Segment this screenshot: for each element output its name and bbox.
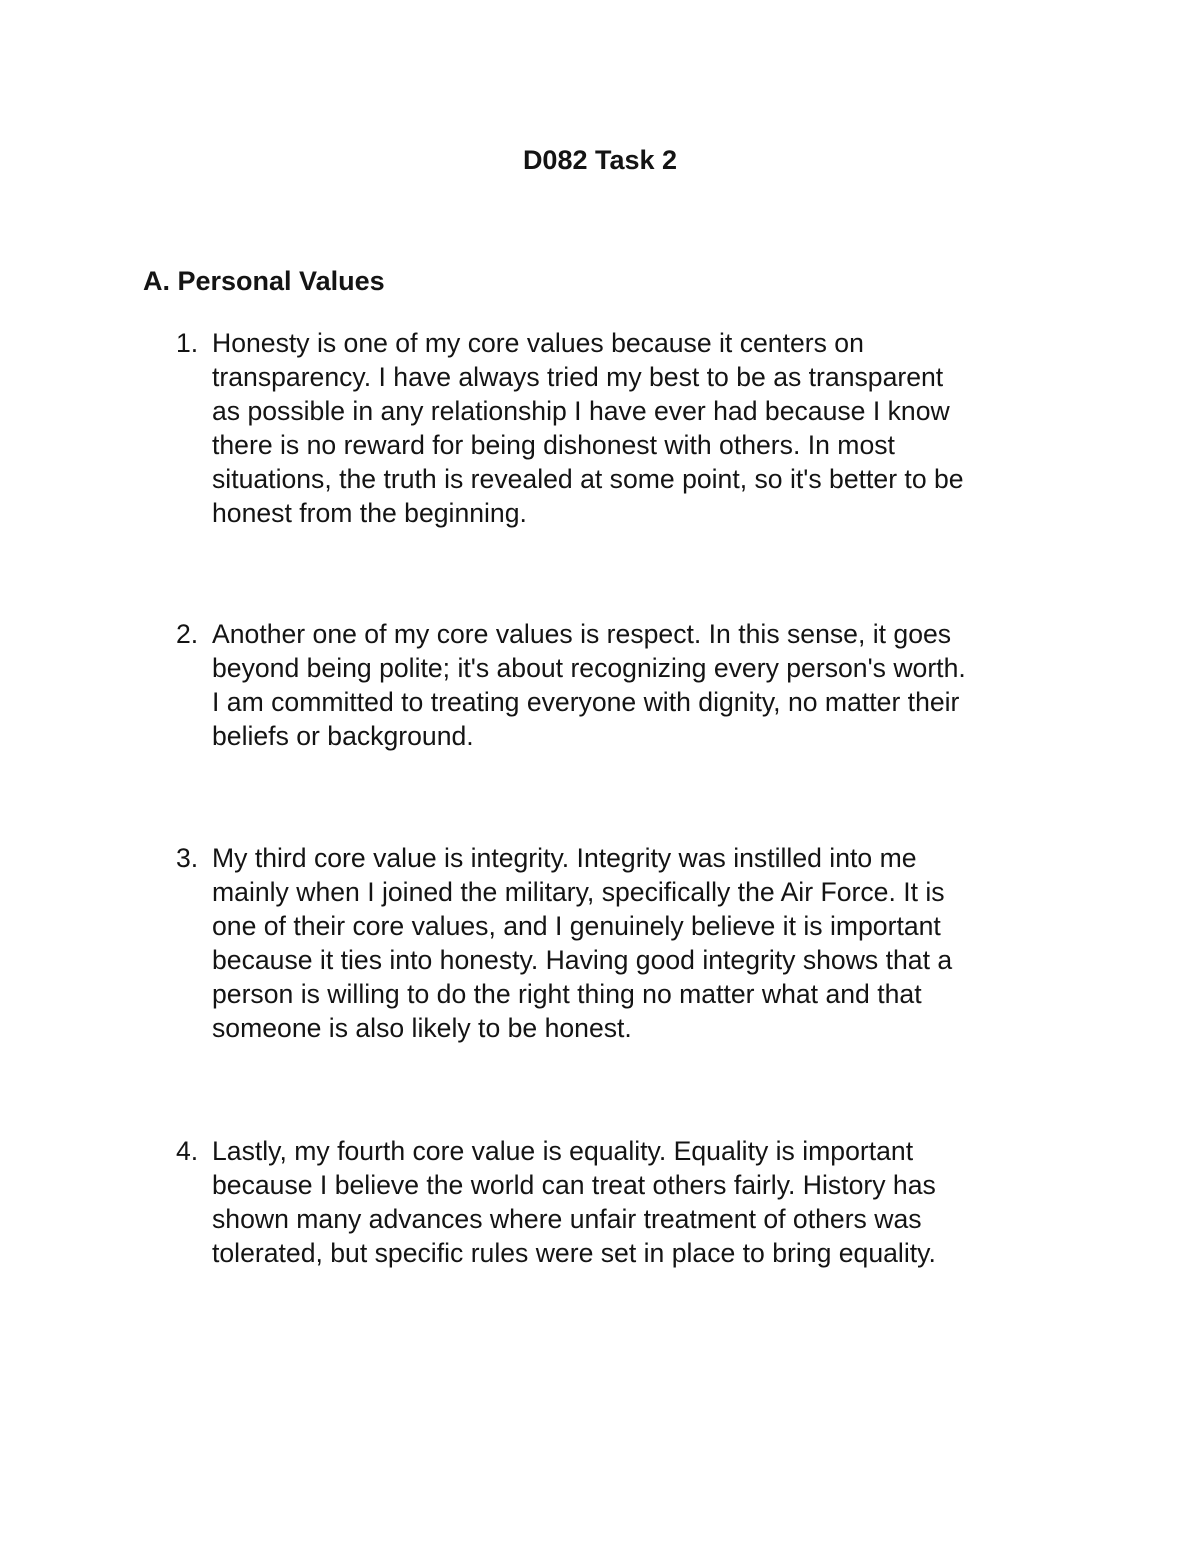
- text-line: one of their core values, and I genuinely believe it is important: [212, 911, 941, 941]
- list-item-integrity: [143, 841, 1063, 1045]
- text-line: My third core value is integrity. Integrity was instilled into me: [212, 843, 917, 873]
- paragraph: [212, 1134, 1063, 1270]
- list-number: 4.: [176, 1136, 199, 1166]
- text-line: mainly when I joined the military, specifically the Air Force. It is: [212, 877, 945, 907]
- list-number: 3.: [176, 843, 199, 873]
- list-item-equality: [143, 1134, 1063, 1270]
- text-line: person is willing to do the right thing no matter what and that: [212, 979, 922, 1009]
- text-line: because I believe the world can treat others fairly. History has: [212, 1170, 936, 1200]
- text-line: because it ties into honesty. Having good integrity shows that a: [212, 945, 953, 975]
- text-line: there is no reward for being dishonest with others. In most: [212, 430, 895, 460]
- list-item-honesty: [143, 326, 1063, 530]
- text-line: someone is also likely to be honest.: [212, 1013, 632, 1043]
- text-line: beyond being polite; it's about recognizing every person's worth.: [212, 653, 966, 683]
- text-line: transparency. I have always tried my best to be as transparent: [212, 362, 944, 392]
- text-line: tolerated, but specific rules were set in place to bring equality.: [212, 1238, 936, 1268]
- text-line: shown many advances where unfair treatment of others was: [212, 1204, 922, 1234]
- text-line: Lastly, my fourth core value is equality. Equality is important: [212, 1136, 914, 1166]
- list-item-respect: [143, 617, 1063, 753]
- paragraph: [212, 617, 1063, 753]
- text-line: I am committed to treating everyone with dignity, no matter their: [212, 687, 960, 717]
- text-line: honest from the beginning.: [212, 498, 527, 528]
- list-number: 2.: [176, 619, 199, 649]
- text-line: Honesty is one of my core values because it centers on: [212, 328, 864, 358]
- paragraph: [212, 841, 1063, 1045]
- list-number: 1.: [176, 328, 199, 358]
- text-line: beliefs or background.: [212, 721, 474, 751]
- section-heading: A. Personal Values: [143, 266, 385, 296]
- paragraph: [212, 326, 1063, 530]
- document-title: D082 Task 2: [522, 145, 678, 175]
- text-line: Another one of my core values is respect. In this sense, it goes: [212, 619, 952, 649]
- text-line: as possible in any relationship I have ever had because I know: [212, 396, 950, 426]
- text-line: situations, the truth is revealed at some point, so it's better to be: [212, 464, 964, 494]
